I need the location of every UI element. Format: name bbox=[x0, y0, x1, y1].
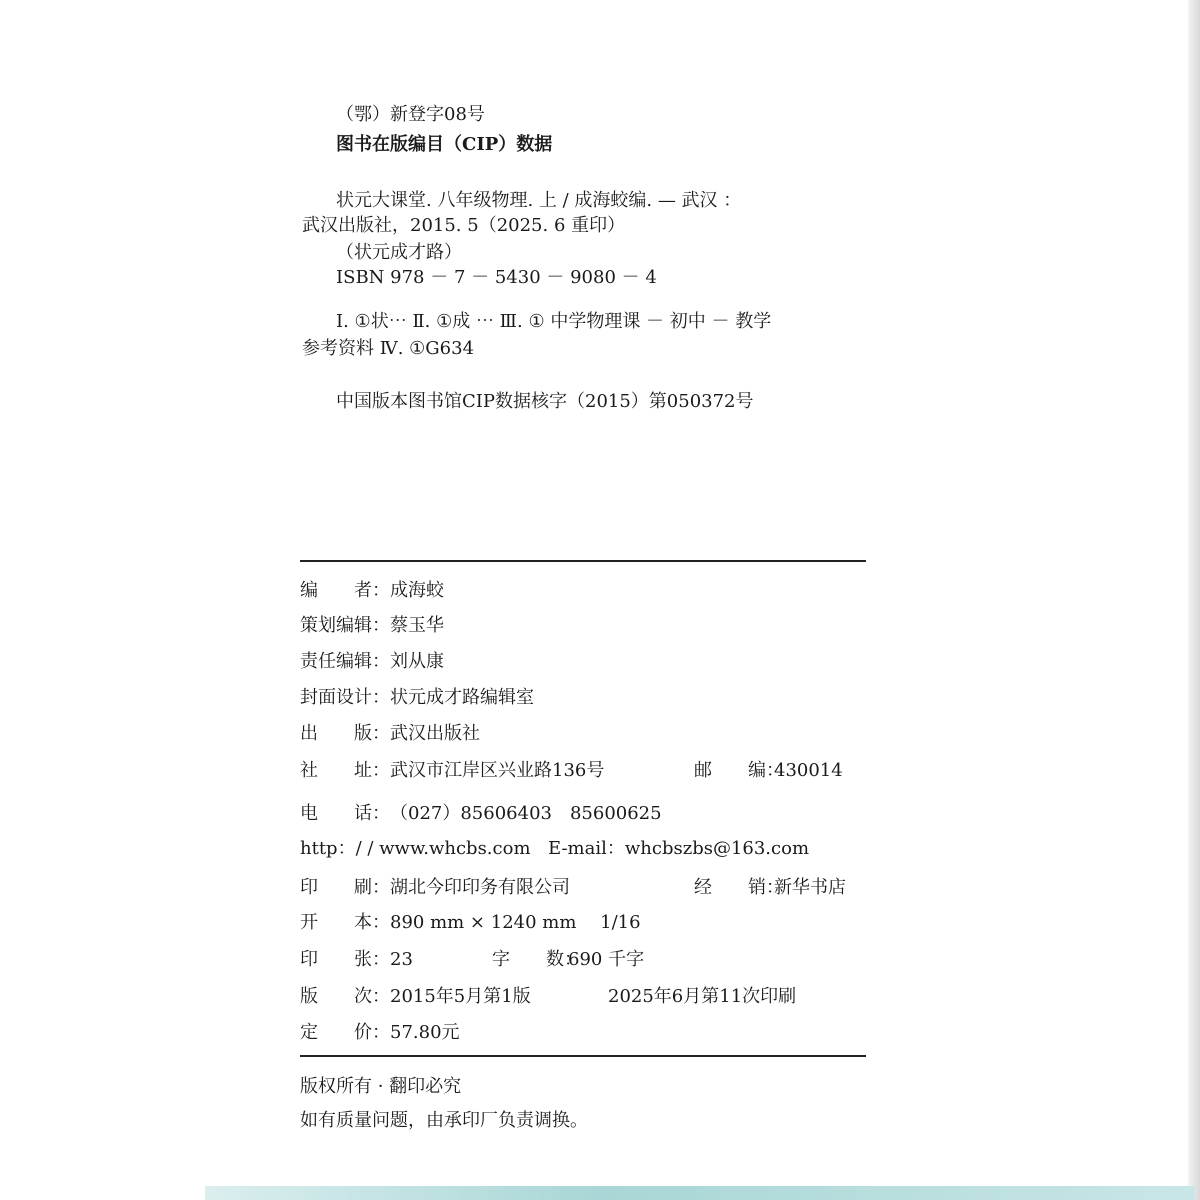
cip-isbn-line: ISBN 978 － 7 － 5430 － 9080 － 4 bbox=[336, 267, 657, 288]
distributor-label: 经 销： bbox=[694, 877, 784, 898]
cip-series-line: （状元成才路） bbox=[336, 242, 462, 263]
cover-design-label: 封面设计： bbox=[300, 687, 390, 708]
postcode-label: 邮 编： bbox=[694, 760, 784, 781]
cip-publisher-line: 武汉出版社，2015. 5（2025. 6 重印） bbox=[302, 215, 626, 236]
cip-verification: 中国版本图书馆CIP数据核字（2015）第050372号 bbox=[336, 391, 754, 412]
publisher-value: 武汉出版社 bbox=[390, 723, 480, 744]
planning-editor-value: 蔡玉华 bbox=[390, 615, 444, 636]
postcode-value: 430014 bbox=[774, 760, 843, 781]
price-label: 定 价： bbox=[300, 1022, 390, 1043]
cover-design-value: 状元成才路编辑室 bbox=[390, 687, 534, 708]
printer-label: 印 刷： bbox=[300, 877, 390, 898]
bottom-divider bbox=[300, 1055, 866, 1057]
responsible-editor-value: 刘从康 bbox=[390, 651, 444, 672]
editor-label: 编 者： bbox=[300, 580, 390, 601]
printing-value: 2025年6月第11次印刷 bbox=[608, 986, 797, 1007]
registration-number: （鄂）新登字08号 bbox=[336, 104, 485, 125]
distributor-value: 新华书店 bbox=[774, 877, 846, 898]
responsible-editor-label: 责任编辑： bbox=[300, 651, 390, 672]
cip-heading: 图书在版编目（CIP）数据 bbox=[336, 134, 553, 155]
format-value: 890 mm × 1240 mm 1/16 bbox=[390, 912, 641, 933]
address-value: 武汉市江岸区兴业路136号 bbox=[390, 760, 605, 781]
sheets-value: 23 bbox=[390, 949, 413, 970]
phone-label: 电 话： bbox=[300, 803, 390, 824]
phone-value: （027）85606403 85600625 bbox=[390, 803, 662, 824]
planning-editor-label: 策划编辑： bbox=[300, 615, 390, 636]
copyright-notice: 版权所有 · 翻印必究 bbox=[300, 1076, 462, 1097]
page-edge-shadow bbox=[1188, 0, 1200, 1200]
printer-value: 湖北今印印务有限公司 bbox=[390, 877, 570, 898]
edition-label: 版 次： bbox=[300, 986, 390, 1007]
cip-title-line: 状元大课堂. 八年级物理. 上 / 成海蛟编. — 武汉 ： bbox=[336, 190, 742, 211]
top-divider bbox=[300, 560, 866, 562]
quality-notice: 如有质量问题，由承印厂负责调换。 bbox=[300, 1110, 588, 1131]
cover-edge-strip bbox=[205, 1186, 1195, 1200]
word-count-label: 字 数： bbox=[492, 949, 582, 970]
publisher-label: 出 版： bbox=[300, 723, 390, 744]
word-count-value: 690 千字 bbox=[568, 949, 645, 970]
editor-value: 成海蛟 bbox=[390, 580, 444, 601]
address-label: 社 址： bbox=[300, 760, 390, 781]
sheets-label: 印 张： bbox=[300, 949, 390, 970]
price-value: 57.80元 bbox=[390, 1022, 460, 1043]
format-label: 开 本： bbox=[300, 912, 390, 933]
edition-value: 2015年5月第1版 bbox=[390, 986, 531, 1007]
cip-classification-line-2: 参考资料 Ⅳ. ①G634 bbox=[302, 338, 475, 359]
email-link[interactable]: E-mail：whcbszbs@163.com bbox=[548, 838, 810, 859]
website-link[interactable]: http：/ / www.whcbs.com bbox=[300, 838, 531, 859]
cip-classification-line: Ⅰ. ①状⋯ Ⅱ. ①成 ⋯ Ⅲ. ① 中学物理课 － 初中 － 教学 bbox=[336, 311, 772, 332]
